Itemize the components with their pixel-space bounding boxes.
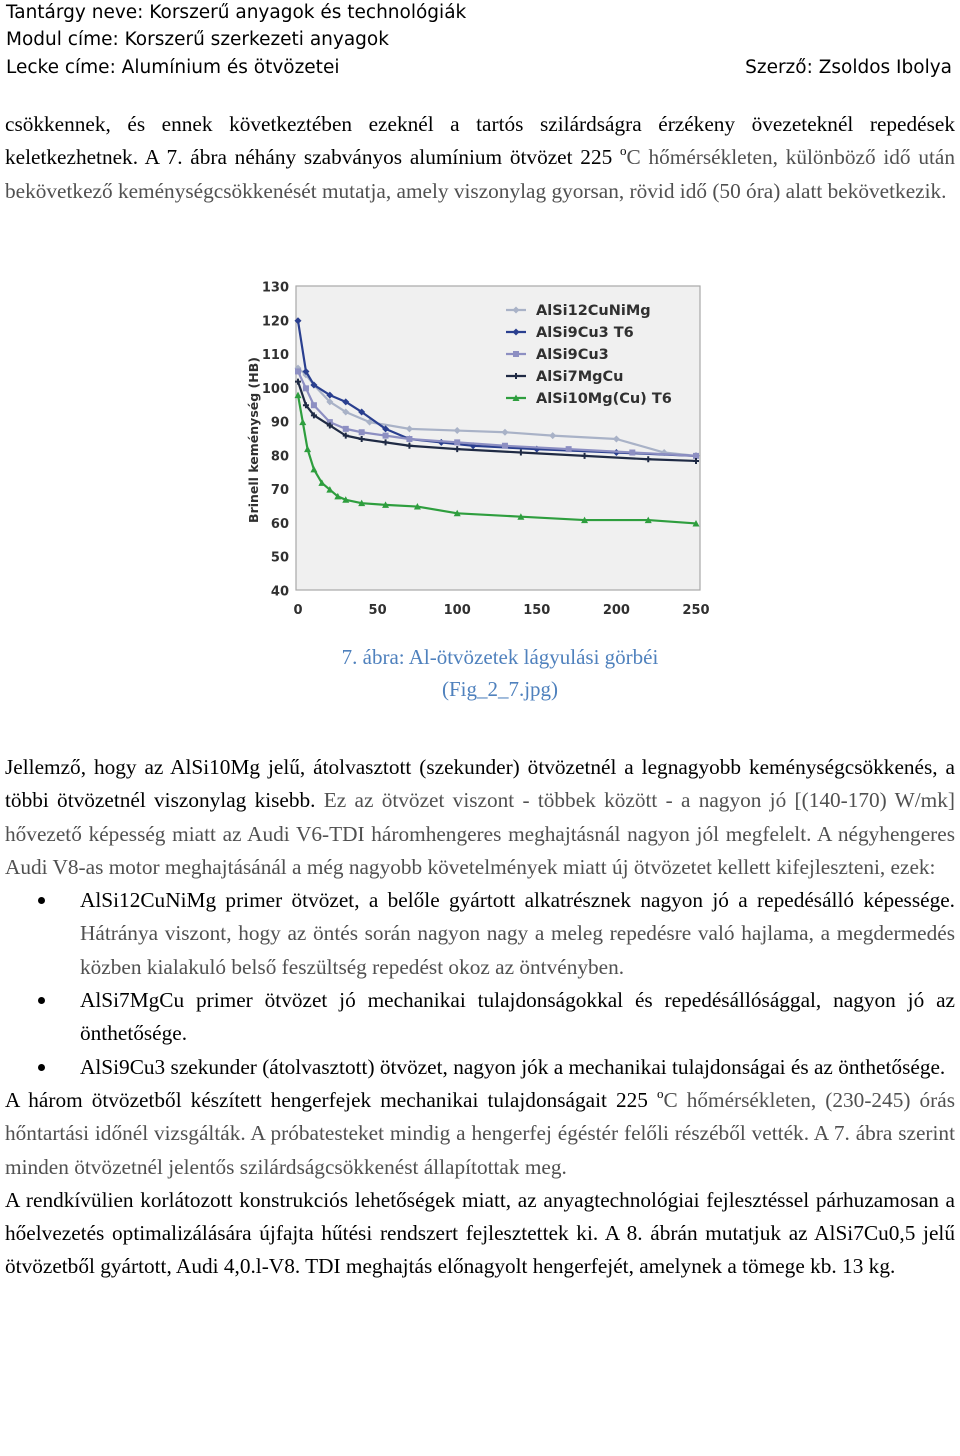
paragraph-1-b: Ez az ötvözet viszont - többek között - a nagyon jó [(140-170) W/mk] hővezető képesség miatt az Audi V6-TDI háromhengeres meghajtásnál nagyon jól megfelelt. A négyhengeres Audi V8-as motor meghajtásánál a még nagyobb követelmények miatt új ötvözetet kellett kifejleszteni, ezek: [5,788,955,879]
softening-curves-chart [240,270,720,630]
list-item [5,1051,955,1084]
caption-line-1: 7. ábra: Al-ötvözetek lágyulási görbéi [341,645,659,669]
list-item [5,984,955,1051]
y-tick-label: 50 [270,550,289,566]
legend-label: AlSi10Mg(Cu) T6 [536,391,672,407]
y-axis-ticks [262,281,289,600]
y-tick-label: 110 [261,348,289,364]
x-tick-label: 100 [443,603,471,618]
paragraph-3: A rendkívülien korlátozott konstrukciós lehetőségek miatt, az anyagtechnológiai fejlesztéssel párhuzamosan a hőelvezetés optimalizálására újfajta hűtési rendszert fejlesztettek ki. A 8. ábrán mutatjuk az AlSi7Cu0,5 jelű ötvözetből gyártott, Audi 4,0.l-V8. TDI meghajtás előnagyolt hengerfejét, amelynek a tömege kb. 13 kg. [5,1187,955,1279]
paragraph-2 [5,1084,955,1184]
intro-paragraph [5,108,955,208]
data-point [383,433,389,439]
header-module: Modul címe: Korszerű szerkezeti anyagok [6,29,389,50]
header-lesson: Lecke címe: Alumínium és ötvözetei [6,57,340,78]
degree-sup: o [656,1085,664,1101]
data-point [513,351,519,357]
legend-label: AlSi9Cu3 [536,347,609,363]
y-tick-label: 100 [261,381,289,397]
figure-caption [300,641,700,705]
y-tick-label: 70 [270,483,289,499]
list-item [5,884,955,984]
data-point [406,436,412,442]
x-axis-ticks [293,603,709,618]
bullet-icon [38,897,45,904]
legend-label: AlSi7MgCu [536,369,624,385]
paragraph-2-b: C hőmérsékleten, (230-245) órás hőntartási időnél vizsgálták. A próbatesteket mindig a hengerfej égéstér felőli részéből vették. A 7. ábra szerint minden ötvözetnél jelentős szilárdságcsökkenést állapítottak meg. [5,1087,955,1179]
data-point [295,368,301,374]
header-author: Szerző: Zsoldos Ibolya [745,57,952,78]
y-tick-label: 60 [270,516,289,532]
y-tick-label: 40 [270,584,289,600]
bullet-icon [38,997,45,1004]
legend-label: AlSi12CuNiMg [536,303,651,319]
list-item-text: AlSi9Cu3 szekunder (átolvasztott) ötvözet, nagyon jók a mechanikai tulajdonságai és az önthetősége. [80,1054,946,1079]
caption-line-2: (Fig_2_7.jpg) [441,677,559,701]
y-tick-label: 80 [270,449,289,465]
intro-text-a: csökkennek, és ennek következtében ezeknél a tartós szilárdságra érzékeny övezeteknél repedések keletkezhetnek. A 7. ábra néhány szabványos alumínium ötvözet 225 [5,112,955,170]
header-subject: Tantárgy neve: Korszerű anyagok és technológiák [6,2,467,23]
x-tick-label: 0 [293,603,303,618]
data-point [359,429,365,435]
data-point [343,426,349,432]
y-tick-label: 130 [261,280,289,296]
list-item-text-a: AlSi12CuNiMg primer ötvözet, a belőle gyártott alkatrésznek nagyon jó a repedésálló képessége. [80,888,955,913]
paragraph-1-a: Jellemző, hogy az AlSi10Mg jelű, átolvasztott (szekunder) ötvözetnél a legnagyobb keménységcsökkenés, a többi ötvözetnél viszonylag kisebb. [5,755,955,813]
paragraph-1 [5,751,955,884]
data-point [303,385,309,391]
degree-sup: o [620,143,627,159]
x-tick-label: 150 [523,603,551,618]
data-point [502,443,508,449]
x-tick-label: 200 [602,603,630,618]
y-axis-label: Brinell keménység (HB) [246,357,261,523]
x-tick-label: 50 [368,603,387,618]
bullet-icon [38,1064,45,1071]
y-tick-label: 120 [261,314,289,330]
y-tick-label: 90 [270,415,289,431]
alloy-list [5,884,955,1084]
intro-text-b: C hőmérsékleten, különböző idő után bekövetkező keménységcsökkenését mutatja, amely viszonylag gyorsan, rövid idő (50 óra) alatt bekövetkezik. [5,145,955,203]
list-item-text-b: Hátránya viszont, hogy az öntés során nagyon nagy a meleg repedésre való hajlama, a megdermedés közben kialakuló belső feszültség repedést okoz az öntvényben. [80,921,955,979]
list-item-text: AlSi7MgCu primer ötvözet jó mechanikai tulajdonságokkal és repedésállósággal, nagyon jó az önthetősége. [80,988,955,1046]
data-point [454,439,460,445]
data-point [566,446,572,452]
data-point [311,402,317,408]
x-tick-label: 250 [682,603,710,618]
main-text [5,751,955,1284]
data-point [629,450,635,456]
legend-label: AlSi9Cu3 T6 [536,325,634,341]
paragraph-2-a: A három ötvözetből készített hengerfejek mechanikai tulajdonságait 225 [5,1087,657,1112]
